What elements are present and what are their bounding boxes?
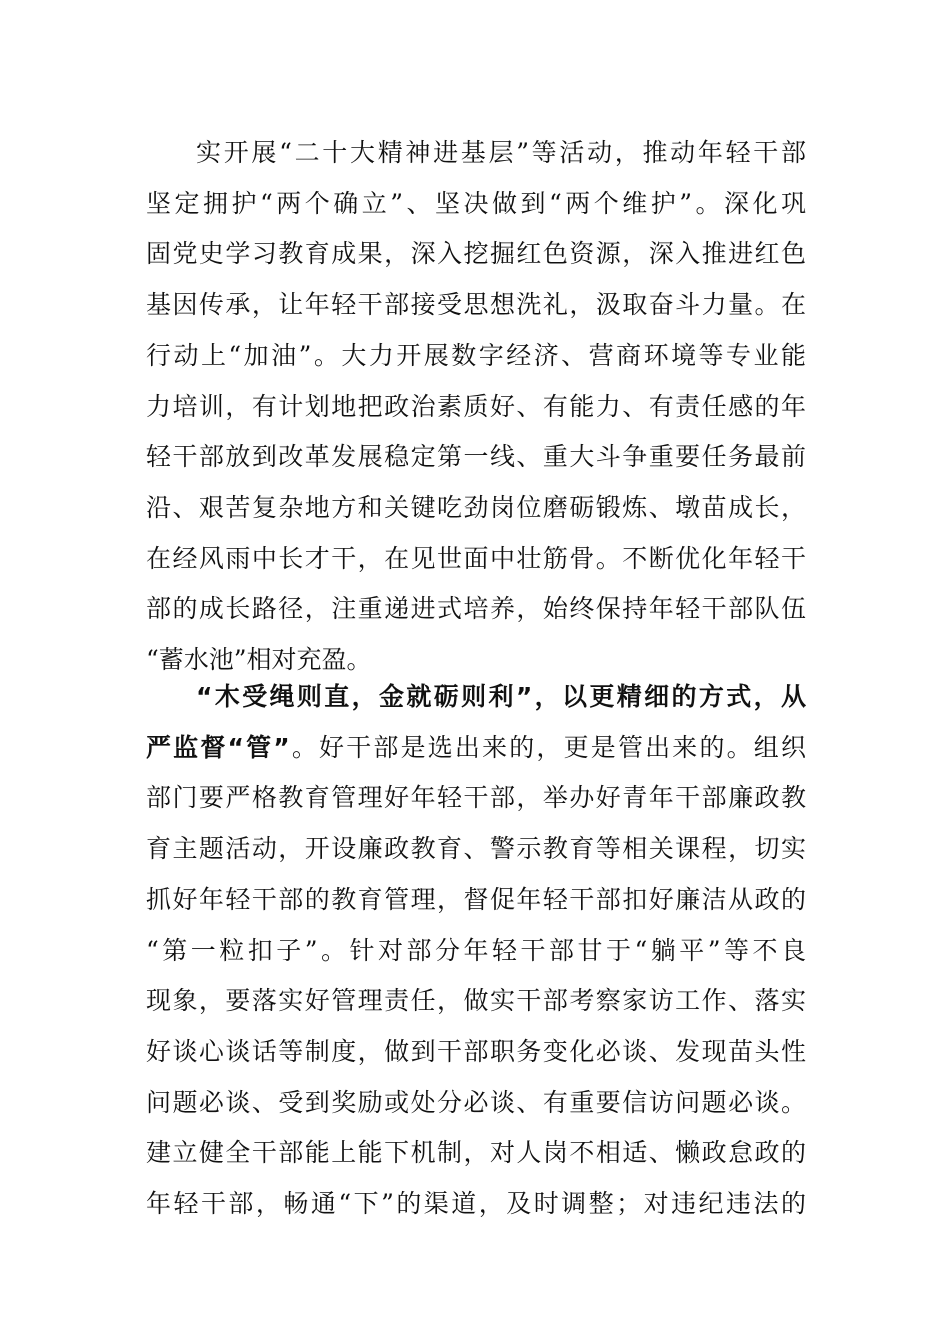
- text-line: 好谈心谈话等制度，做到干部职务变化必谈、发现苗头性: [146, 1036, 806, 1066]
- text-line: 抓好年轻干部的教育管理，督促年轻干部扣好廉洁从政的: [146, 884, 806, 914]
- paragraph-1: [146, 128, 806, 686]
- paragraph-2: [146, 672, 806, 1230]
- text-line: 问题必谈、受到奖励或处分必谈、有重要信访问题必谈。: [146, 1087, 806, 1117]
- paragraph-heading-end: 严监督“管”: [146, 732, 290, 762]
- text-line: 行动上“加油”。大力开展数字经济、营商环境等专业能: [146, 340, 806, 370]
- text-line: [146, 723, 806, 774]
- text-line: 力培训，有计划地把政治素质好、有能力、有责任感的年: [146, 391, 806, 421]
- text-line: 现象，要落实好管理责任，做实干部考察家访工作、落实: [146, 986, 806, 1016]
- text-line-rest: 。好干部是选出来的，更是管出来的。组织: [289, 732, 806, 762]
- text-line: 年轻干部，畅通“下”的渠道，及时调整；对违纪违法的: [146, 1189, 806, 1219]
- text-line: 实开展“二十大精神进基层”等活动，推动年轻干部: [196, 138, 806, 167]
- text-line: 固党史学习教育成果，深入挖掘红色资源，深入推进红色: [146, 239, 806, 269]
- text-line: 基因传承，让年轻干部接受思想洗礼，汲取奋斗力量。在: [146, 290, 806, 320]
- text-line: 部的成长路径，注重递进式培养，始终保持年轻干部队伍: [146, 594, 806, 624]
- text-line: “第一粒扣子”。针对部分年轻干部甘于“躺平”等不良: [146, 935, 806, 965]
- paragraph-heading: “木受绳则直，金就砺则利”，以更精细的方式，从: [196, 682, 806, 711]
- text-line: 育主题活动，开设廉政教育、警示教育等相关课程，切实: [146, 834, 806, 864]
- text-line: 沿、艰苦复杂地方和关键吃劲岗位磨砺锻炼、墩苗成长，: [146, 492, 806, 522]
- text-line: 坚定拥护“两个确立”、坚决做到“两个维护”。深化巩: [146, 188, 806, 218]
- text-line: 轻干部放到改革发展稳定第一线、重大斗争重要任务最前: [146, 442, 806, 472]
- text-line: “蓄水池”相对充盈。: [146, 645, 372, 675]
- text-line: 部门要严格教育管理好年轻干部，举办好青年干部廉政教: [146, 783, 806, 813]
- text-line: 在经风雨中长才干，在见世面中壮筋骨。不断优化年轻干: [146, 543, 806, 573]
- text-line: 建立健全干部能上能下机制，对人岗不相适、懒政怠政的: [146, 1138, 806, 1168]
